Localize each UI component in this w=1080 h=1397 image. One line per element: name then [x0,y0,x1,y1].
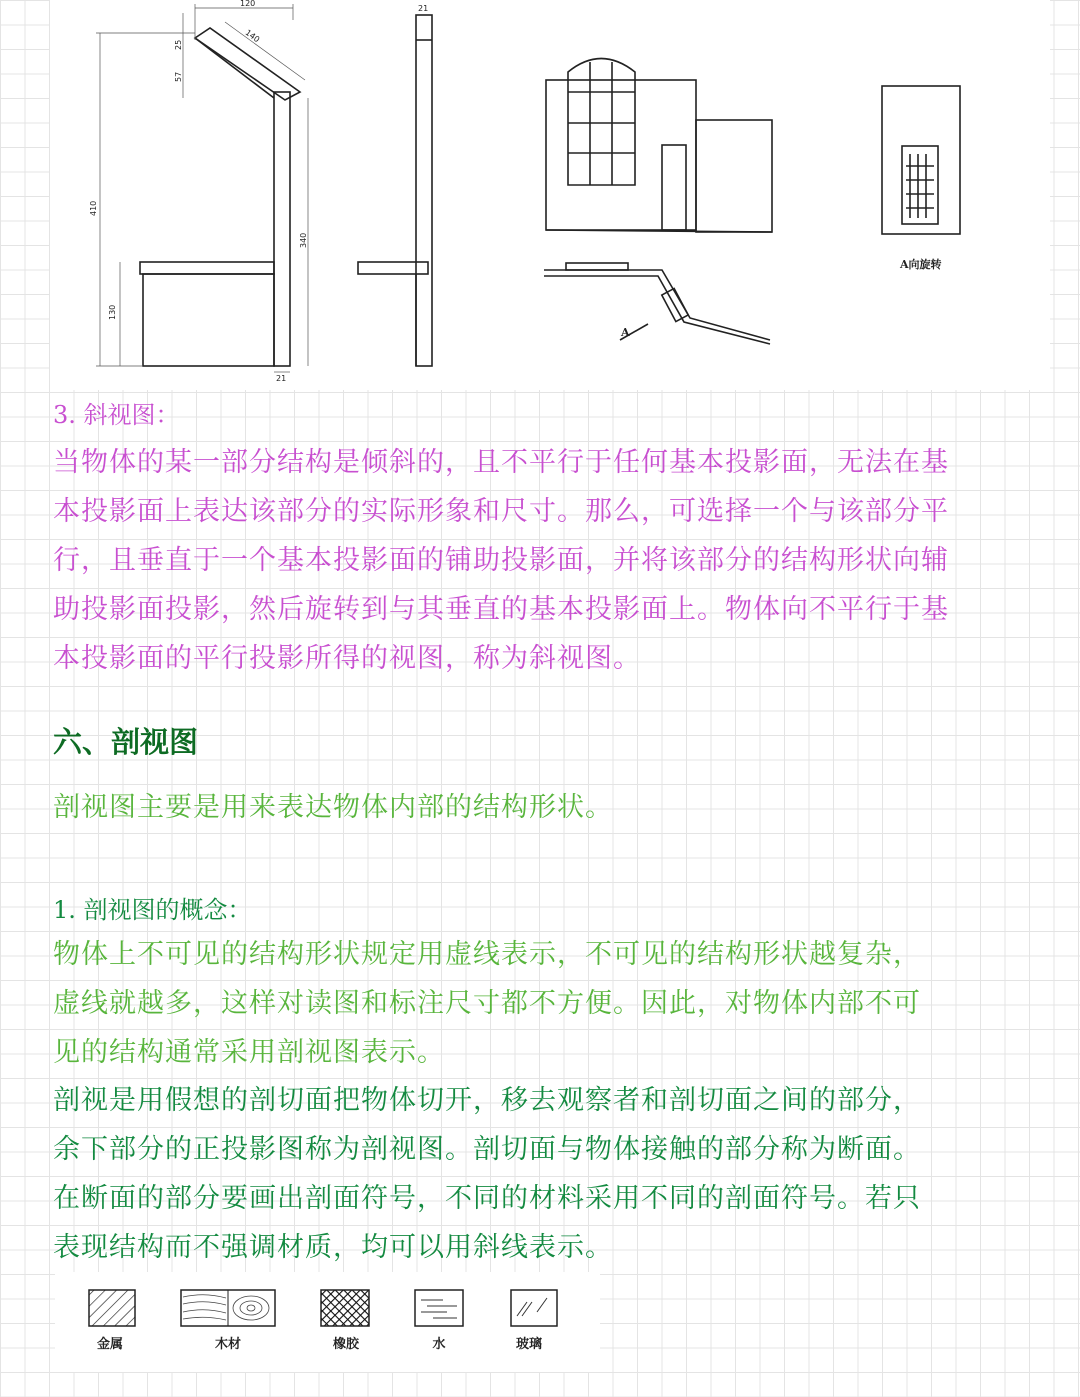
dim-130: 130 [108,304,117,320]
concept-line: 物体上不可见的结构形状规定用虚线表示，不可见的结构形状越复杂， [53,939,921,970]
rubber-label: 橡胶 [332,1337,359,1352]
dim-21-bottom: 21 [276,374,287,383]
metal-symbol [89,1290,135,1326]
thin-side-panel [416,15,432,366]
concept-line: 虚线就越多，这样对读图和标注尺寸都不方便。因此，对物体内部不可 [53,988,921,1019]
wood-label: 木材 [214,1337,241,1352]
glass-label: 玻璃 [515,1337,542,1352]
definition-line: 余下部分的正投影图称为剖视图。剖切面与物体接触的部分称为断面。 [53,1134,921,1165]
oblique-line: 本投影面的平行投影所得的视图，称为斜视图。 [53,643,641,674]
glass-symbol [511,1290,557,1326]
slanted-canopy [195,28,300,100]
definition-line: 在断面的部分要画出剖面符号，不同的材料采用不同的剖面符号。若只 [53,1183,921,1214]
dim-140: 140 [243,28,262,45]
concept-paragraph [53,930,1013,1077]
material-symbols-figure [55,1272,600,1372]
building-elevation [544,59,772,345]
definition-line: 表现结构而不强调材质，均可以用斜线表示。 [53,1232,613,1263]
counter-top [140,262,274,274]
oblique-paragraph [53,438,1013,683]
definition-line: 剖视是用假想的剖切面把物体切开，移去观察者和剖切面之间的部分， [53,1085,921,1116]
water-symbol [415,1290,463,1326]
oblique-title: 3. 斜视图： [53,401,180,429]
technical-drawings-svg [50,0,1050,390]
dim-340: 340 [299,232,308,248]
side-door [662,145,686,230]
a-rotated-view [882,86,960,234]
concept-line: 见的结构通常采用剖视图表示。 [53,1037,445,1068]
rotation-label: A向旋转 [900,258,942,271]
projection-drawings-figure [50,0,1050,390]
arched-window [568,59,635,186]
metal-label: 金属 [96,1337,123,1352]
arrow-a-label: A [621,326,630,339]
material-symbols-svg [55,1272,600,1372]
section-heading: 六、剖视图 [53,725,199,759]
rubber-symbol [321,1290,369,1326]
vertical-post [274,92,290,366]
thin-side-shelf [358,262,428,274]
dim-25: 25 [174,39,183,50]
oblique-line: 当物体的某一部分结构是倾斜的，且不平行于任何基本投影面，无法在基 [53,447,949,478]
section-intro: 剖视图主要是用来表达物体内部的结构形状。 [53,792,613,823]
dim-57: 57 [174,71,183,82]
concept-title: 1. 剖视图的概念： [53,896,252,924]
wood-symbol [181,1290,275,1326]
oblique-line: 助投影面投影，然后旋转到与其垂直的基本投影面上。物体向不平行于基 [53,594,949,625]
definition-paragraph [53,1076,1013,1272]
dim-21-top: 21 [418,4,429,13]
counter-body [143,274,274,366]
oblique-line: 行，且垂直于一个基本投影面的铺助投影面，并将该部分的结构形状向辅 [53,545,949,576]
oblique-line: 本投影面上表达该部分的实际形象和尺寸。那么，可选择一个与该部分平 [53,496,949,527]
water-label: 水 [432,1337,446,1352]
dim-410: 410 [89,200,98,216]
dim-120: 120 [240,0,256,8]
